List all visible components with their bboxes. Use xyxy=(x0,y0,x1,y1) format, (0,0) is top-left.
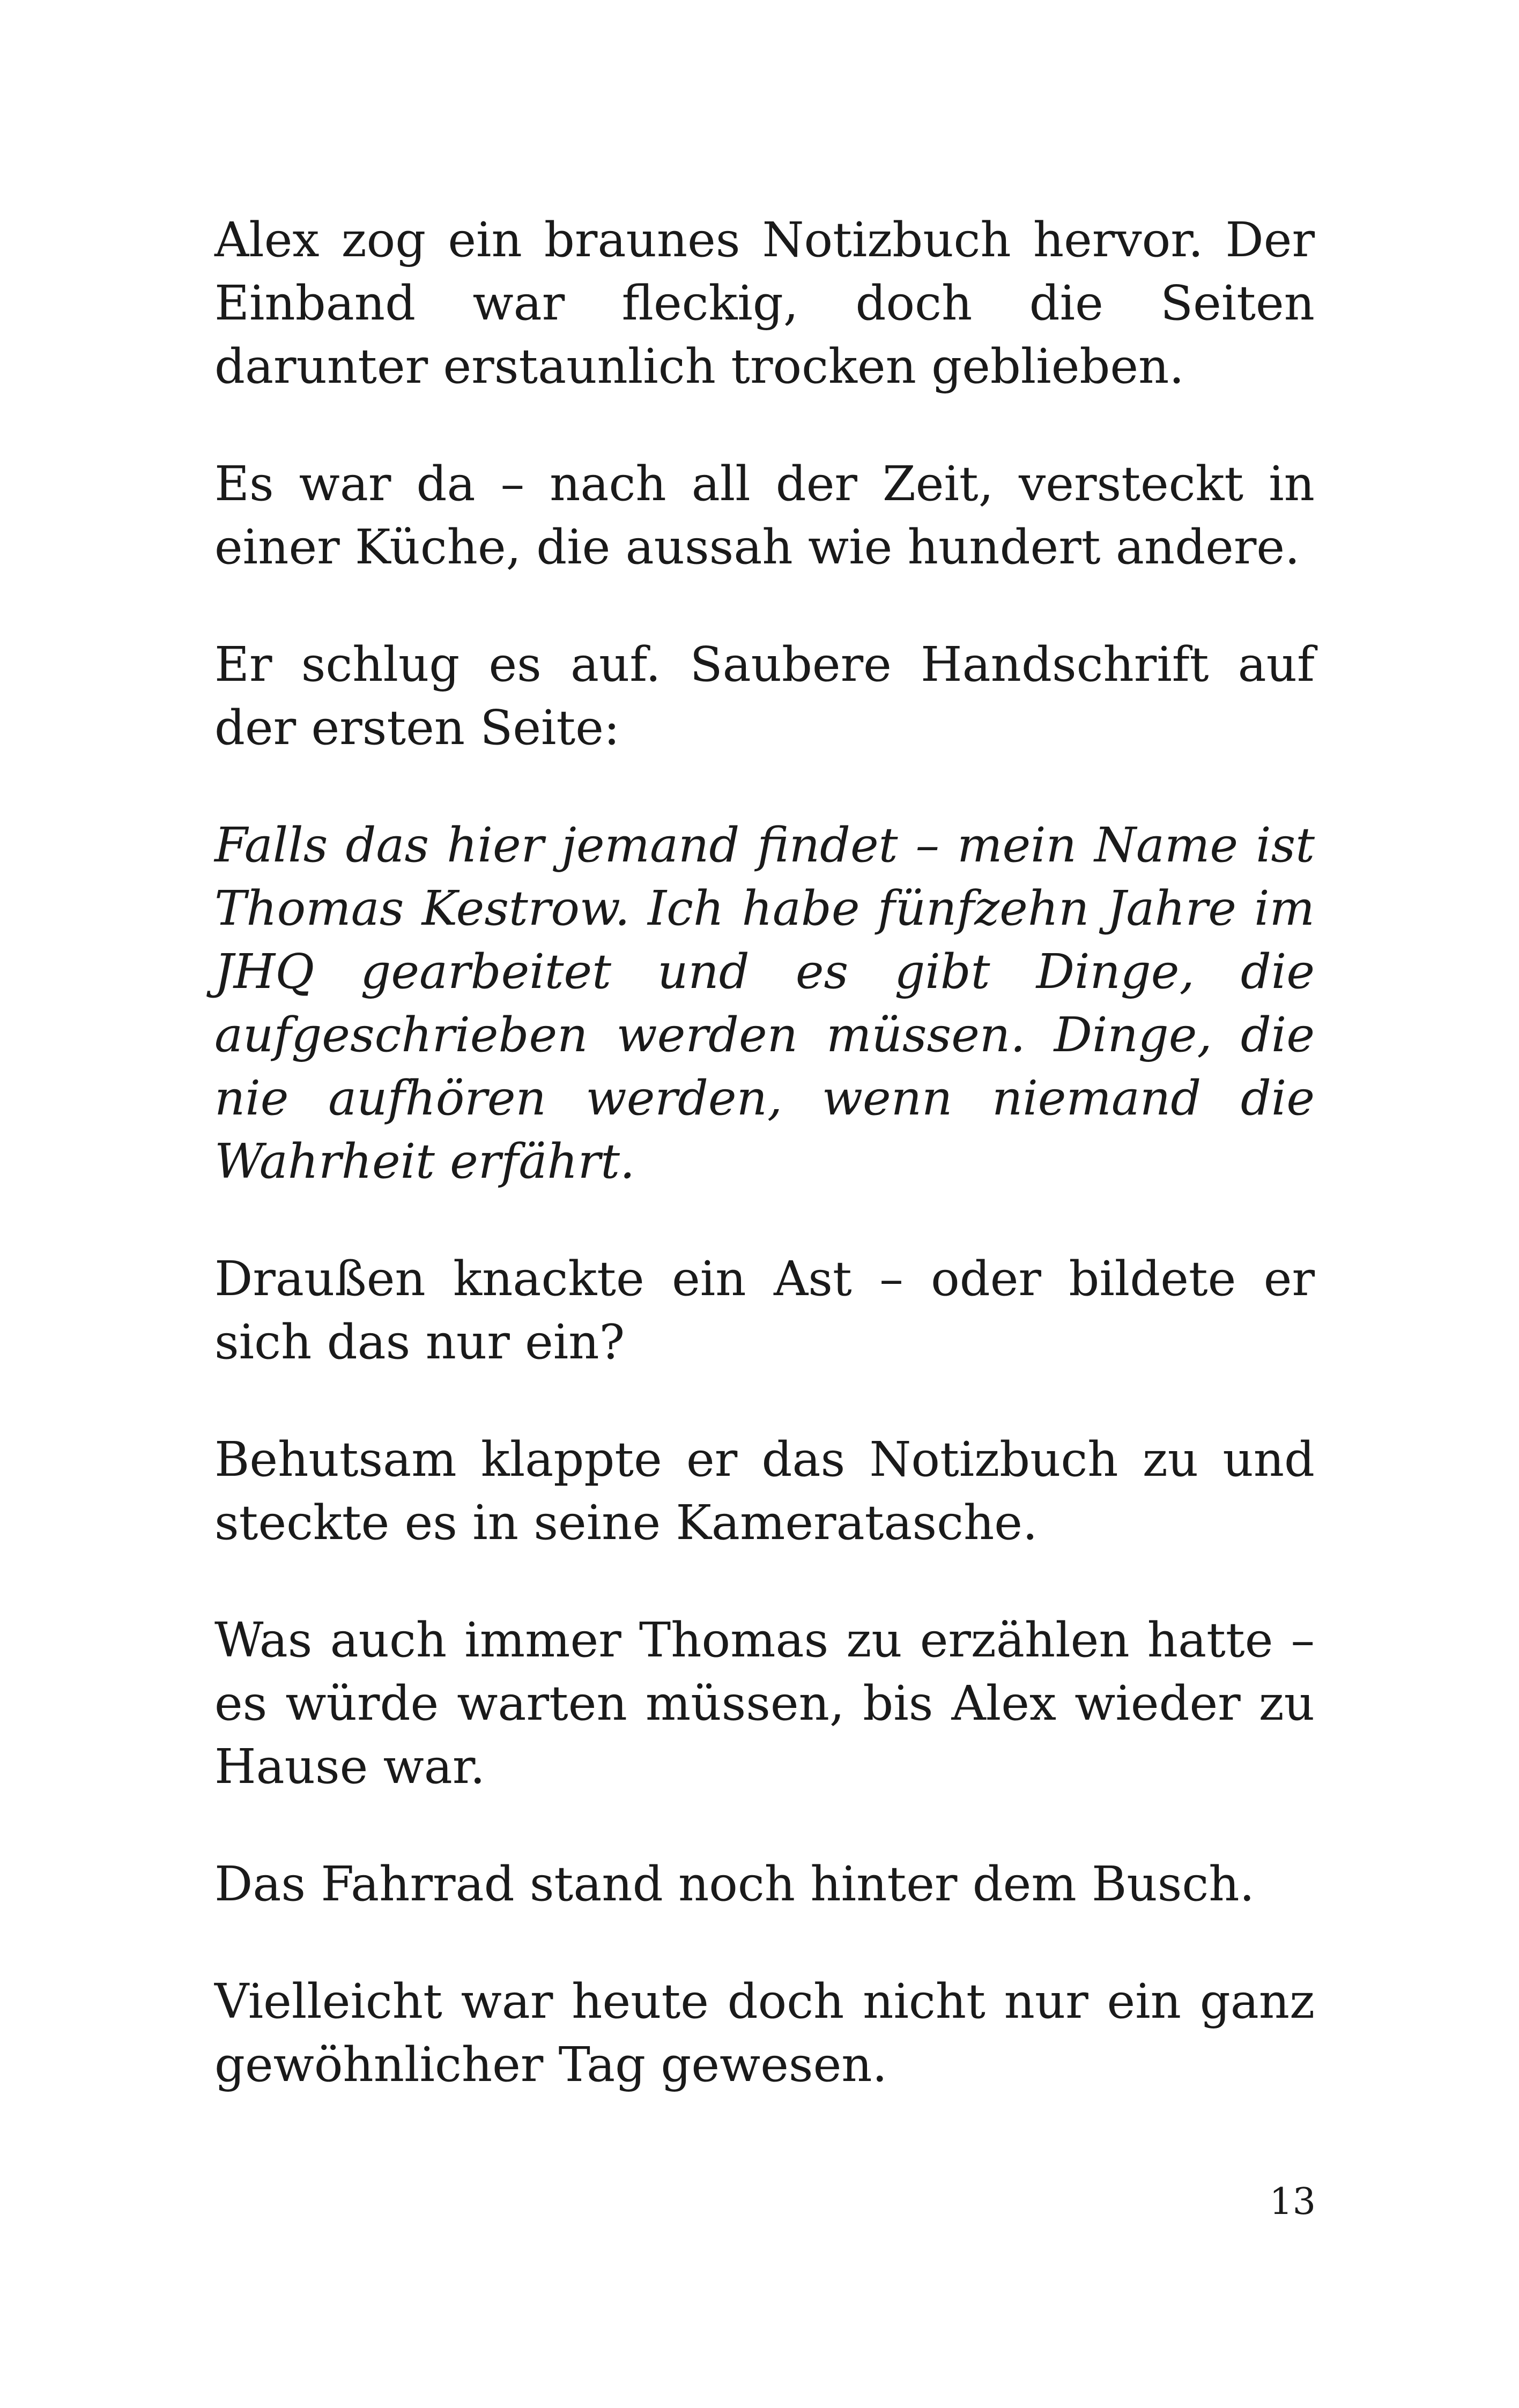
paragraph-thomas: Was auch immer Thomas zu erzählen hatte – es würde warten müssen, bis Alex wieder zu Hause war. xyxy=(214,1612,1315,1794)
page-number: 13 xyxy=(1269,2181,1316,2223)
paragraph-kitchen: Es war da – nach all der Zeit, versteckt in einer Küche, die aussah wie hundert andere. xyxy=(214,456,1315,575)
paragraph-handwriting: Er schlug es auf. Saubere Handschrift auf der ersten Seite: xyxy=(214,636,1315,755)
paragraph-bicycle: Das Fahrrad stand noch hinter dem Busch. xyxy=(214,1856,1255,1912)
paragraph-camera-bag: Behutsam klappte er das Notizbuch zu und steckte es in seine Kameratasche. xyxy=(214,1431,1315,1550)
paragraph-notebook-quote: Falls das hier jemand findet – mein Name ist Thomas Kestrow. Ich habe fünfzehn Jahre im JHQ gearbeitet und es gibt Dinge, die aufgeschrieben werden müssen. Dinge, die nie aufhören werden, wenn niemand die Wahrheit erfährt. xyxy=(214,817,1315,1189)
paragraph-ordinary-day: Vielleicht war heute doch nicht nur ein ganz gewöhnlicher Tag gewesen. xyxy=(214,1973,1315,2092)
page-body xyxy=(214,208,1315,2150)
paragraph-branch: Draußen knackte ein Ast – oder bildete er sich das nur ein? xyxy=(214,1251,1315,1370)
paragraph-notebook: Alex zog ein braunes Notizbuch hervor. Der Einband war fleckig, doch die Seiten darunter erstaunlich trocken geblieben. xyxy=(214,212,1315,394)
